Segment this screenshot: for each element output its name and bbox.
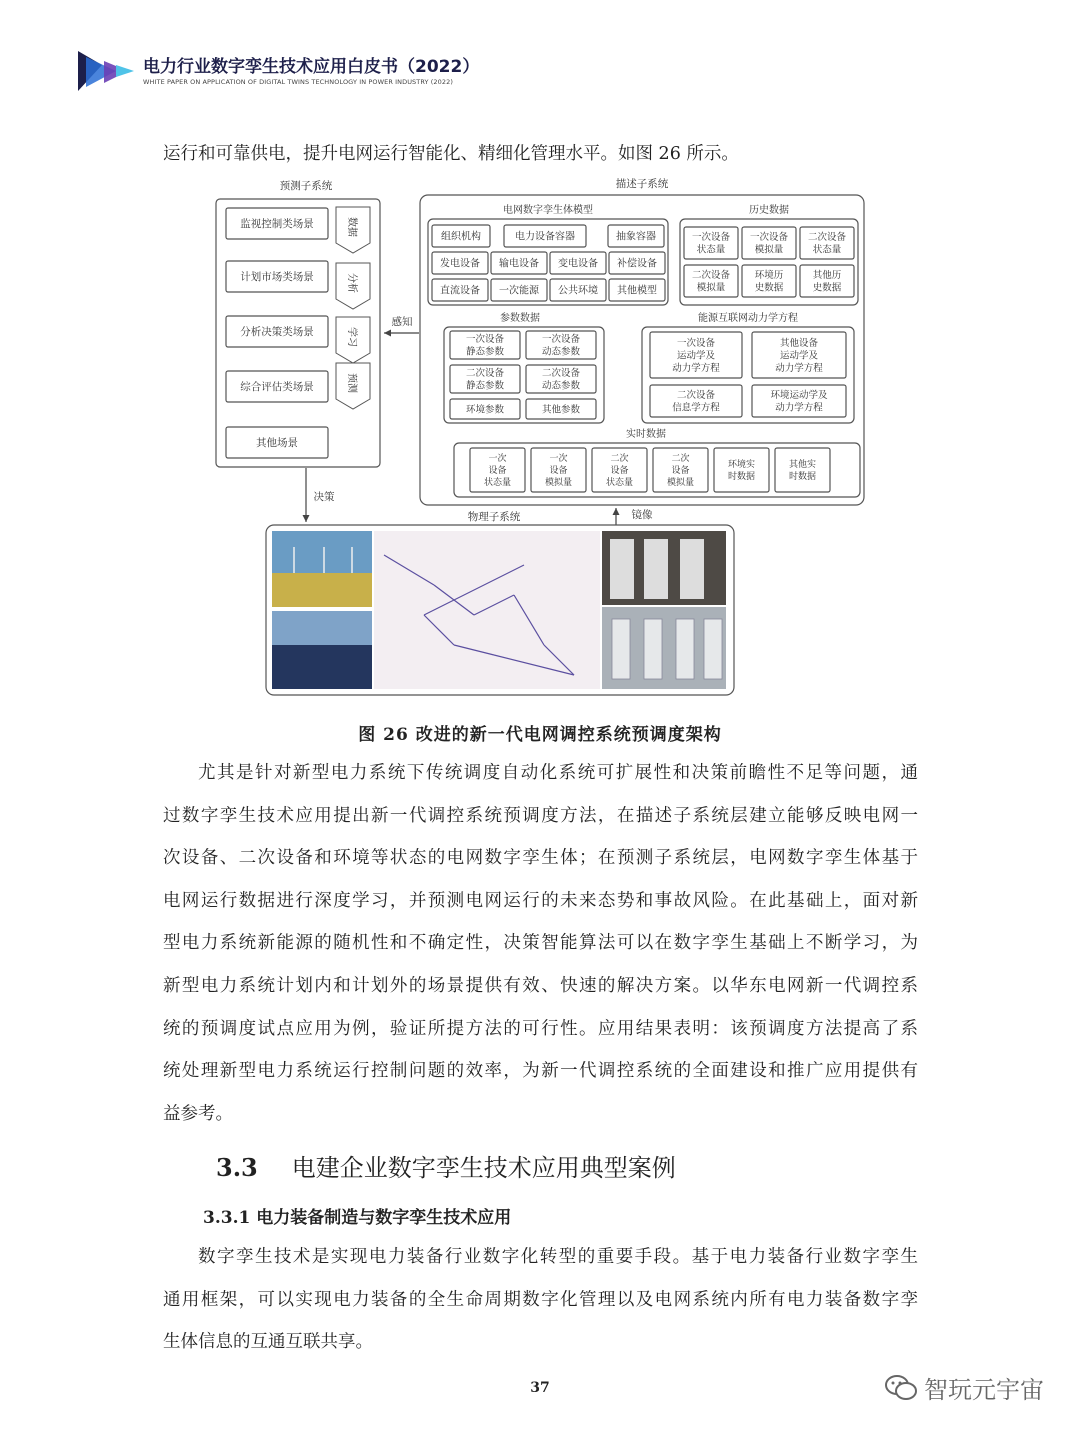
realtime-cell: 其他实: [788, 460, 817, 471]
predict-item: 其他场景: [256, 437, 298, 450]
history-title: 历史数据: [749, 205, 789, 216]
history-cell: 二次设备: [691, 270, 731, 282]
realtime-cell: 二次: [610, 454, 629, 465]
history-cell: 其他历: [812, 270, 842, 282]
architecture-diagram: [214, 175, 866, 700]
section-number: 3.3: [216, 1153, 258, 1182]
predict-item: 分析决策类场景: [240, 326, 314, 339]
param-cell: 一次设备: [465, 334, 505, 346]
describe-title: 描述子系统: [615, 178, 669, 190]
model-cell: 电力设备容器: [515, 231, 575, 243]
charger: [680, 539, 704, 599]
history-cell: 史数据: [754, 282, 784, 294]
header-subtitle: WHITE PAPER ON APPLICATION OF DIGITAL TWINS TECHNOLOGY IN POWER INDUSTRY (2022): [143, 78, 454, 86]
text-line: 统的预调度试点应用为例，验证所提方法的可行性。应用结果表明：该预调度方法提高了系: [163, 1018, 918, 1039]
cabinet: [704, 619, 722, 679]
history-cell: 状态量: [812, 244, 842, 256]
text-line: 数字孪生技术是实现电力装备行业数字化转型的重要手段。基于电力装备行业数字孪生: [198, 1247, 918, 1267]
history-cell: 二次设备: [807, 232, 847, 244]
param-cell: 动态参数: [541, 380, 581, 392]
model-cell: 组织机构: [441, 231, 481, 243]
realtime-cell: 设备: [488, 466, 507, 477]
param-cell: 其他参数: [541, 404, 581, 416]
energy-cell: 其他设备: [779, 337, 819, 349]
flow-label: 学习: [346, 327, 357, 347]
charger: [644, 539, 668, 599]
text-line: 生体信息的互通互联共享。: [163, 1332, 373, 1353]
flow-label: 分析: [346, 273, 357, 293]
param-cell: 二次设备: [465, 368, 505, 380]
section-title: 电建企业数字孪生技术应用典型案例: [291, 1154, 676, 1182]
model-cell: 直流设备: [440, 285, 480, 297]
watermark: [884, 1370, 1044, 1405]
predict-item: 计划市场类场景: [240, 271, 314, 284]
realtime-cell: 模拟量: [544, 478, 573, 489]
model-cell: 其他模型: [617, 285, 657, 297]
energy-cell: 运动学及: [676, 350, 716, 362]
predict-title: 预测子系统: [279, 180, 333, 192]
history-cell: 模拟量: [696, 282, 726, 294]
model-cell: 变电设备: [558, 258, 598, 270]
history-cell: 一次设备: [749, 232, 789, 244]
text-line: 尤其是针对新型电力系统下传统调度自动化系统可扩展性和决策前瞻性不足等问题，通: [198, 763, 918, 783]
realtime-cell: 状态量: [483, 478, 512, 489]
realtime-cell: 环境实: [727, 460, 756, 471]
energy-cell: 运动学及: [779, 350, 819, 362]
charger: [610, 539, 634, 599]
model-cell: 抽象容器: [616, 231, 656, 243]
text-line: 通用框架，可以实现电力装备的全生命周期数字化管理以及电网系统内所有电力装备数字孪: [163, 1289, 918, 1310]
realtime-cell: 时数据: [727, 472, 756, 483]
param-cell: 动态参数: [541, 346, 581, 358]
history-cell: 状态量: [696, 244, 726, 256]
param-cell: 二次设备: [541, 368, 581, 380]
text-line: 统处理新型电力系统运行控制问题的效率，为新一代调控系统的全面建设和推广应用提供有: [163, 1061, 918, 1082]
realtime-cell: 时数据: [788, 472, 817, 483]
paragraph-2: [163, 1236, 918, 1364]
realtime-cell: 二次: [671, 454, 690, 465]
predict-item: 综合评估类场景: [240, 381, 314, 394]
watermark-text: 智玩元宇宙: [924, 1376, 1044, 1404]
text-line: 过数字孪生技术应用提出新一代调控系统预调度方法，在描述子系统层建立能够反映电网一: [163, 805, 918, 826]
model-cell: 一次能源: [499, 285, 539, 297]
realtime-cell: 一次: [549, 454, 568, 465]
sense-label: 感知: [391, 316, 413, 328]
model-cell: 输电设备: [499, 258, 539, 270]
subsection-heading: 3.3.1 电力装备制造与数字孪生技术应用: [203, 1208, 512, 1228]
energy-title: 能源互联网动力学方程: [698, 313, 798, 324]
energy-cell: 二次设备: [676, 390, 716, 402]
energy-cell: 一次设备: [676, 337, 716, 349]
page-number: 37: [530, 1380, 550, 1396]
physical-title: 物理子系统: [467, 511, 521, 523]
realtime-title: 实时数据: [626, 429, 666, 440]
param-cell: 一次设备: [541, 334, 581, 346]
history-cell: 环境历: [754, 270, 784, 282]
mirror-label: 镜像: [631, 509, 653, 521]
text-line: 新型电力系统计划内和计划外的场景提供有效、快速的解决方案。以华东电网新一代调控系: [163, 975, 918, 996]
param-cell: 环境参数: [465, 404, 505, 416]
wind-farm-field: [272, 573, 372, 607]
realtime-cell: 设备: [671, 466, 690, 477]
paragraph-1: [163, 752, 918, 1135]
text-line: 电网运行数据进行深度学习，并预测电网运行的未来态势和事故风险。在此基础上，面对新: [163, 890, 918, 911]
realtime-cell: 一次: [488, 454, 507, 465]
figure-caption: 图 26 改进的新一代电网调控系统预调度架构: [358, 725, 722, 745]
energy-cell: 动力学方程: [775, 362, 823, 374]
predict-item: 监视控制类场景: [240, 218, 314, 231]
realtime-cell: 设备: [549, 466, 568, 477]
section-heading: [216, 1148, 676, 1183]
brand-logo: [76, 47, 136, 95]
param-cell: 静态参数: [465, 346, 505, 358]
history-cell: 一次设备: [691, 232, 731, 244]
model-cell: 补偿设备: [617, 258, 657, 270]
energy-cell: 信息学方程: [672, 402, 720, 414]
decision-label: 决策: [313, 491, 335, 503]
energy-cell: 环境运动学及: [770, 390, 828, 402]
cabinet: [612, 619, 630, 679]
param-title: 参数数据: [500, 313, 540, 324]
text-line: 益参考。: [163, 1103, 233, 1124]
realtime-cell: 模拟量: [666, 478, 695, 489]
realtime-cell: 设备: [610, 466, 629, 477]
text-line: 次设备、二次设备和环境等状态的电网数字孪生体；在预测子系统层，电网数字孪生体基于: [163, 848, 918, 869]
history-cell: 史数据: [812, 282, 842, 294]
realtime-cell: 状态量: [605, 478, 634, 489]
flow-label: 预测: [346, 373, 357, 393]
grid-map: [374, 531, 600, 689]
history-cell: 模拟量: [754, 244, 784, 256]
solar-panels: [272, 645, 372, 689]
cabinet: [644, 619, 662, 679]
energy-cell: 动力学方程: [672, 362, 720, 374]
energy-cell: 动力学方程: [775, 402, 823, 414]
cabinet: [676, 619, 694, 679]
wechat-icon: [884, 1374, 918, 1402]
intro-line: 运行和可靠供电，提升电网运行智能化、精细化管理水平。如图 26 所示。: [163, 144, 739, 164]
param-cell: 静态参数: [465, 380, 505, 392]
header-title: 电力行业数字孪生技术应用白皮书（2022）: [143, 57, 480, 77]
model-cell: 公共环境: [558, 285, 598, 297]
model-cell: 发电设备: [440, 258, 480, 270]
flow-label: 数据: [346, 217, 357, 237]
model-title: 电网数字孪生体模型: [503, 205, 593, 216]
text-line: 型电力系统新能源的随机性和不确定性，决策智能算法可以在数字孪生基础上不断学习，为: [163, 933, 918, 954]
